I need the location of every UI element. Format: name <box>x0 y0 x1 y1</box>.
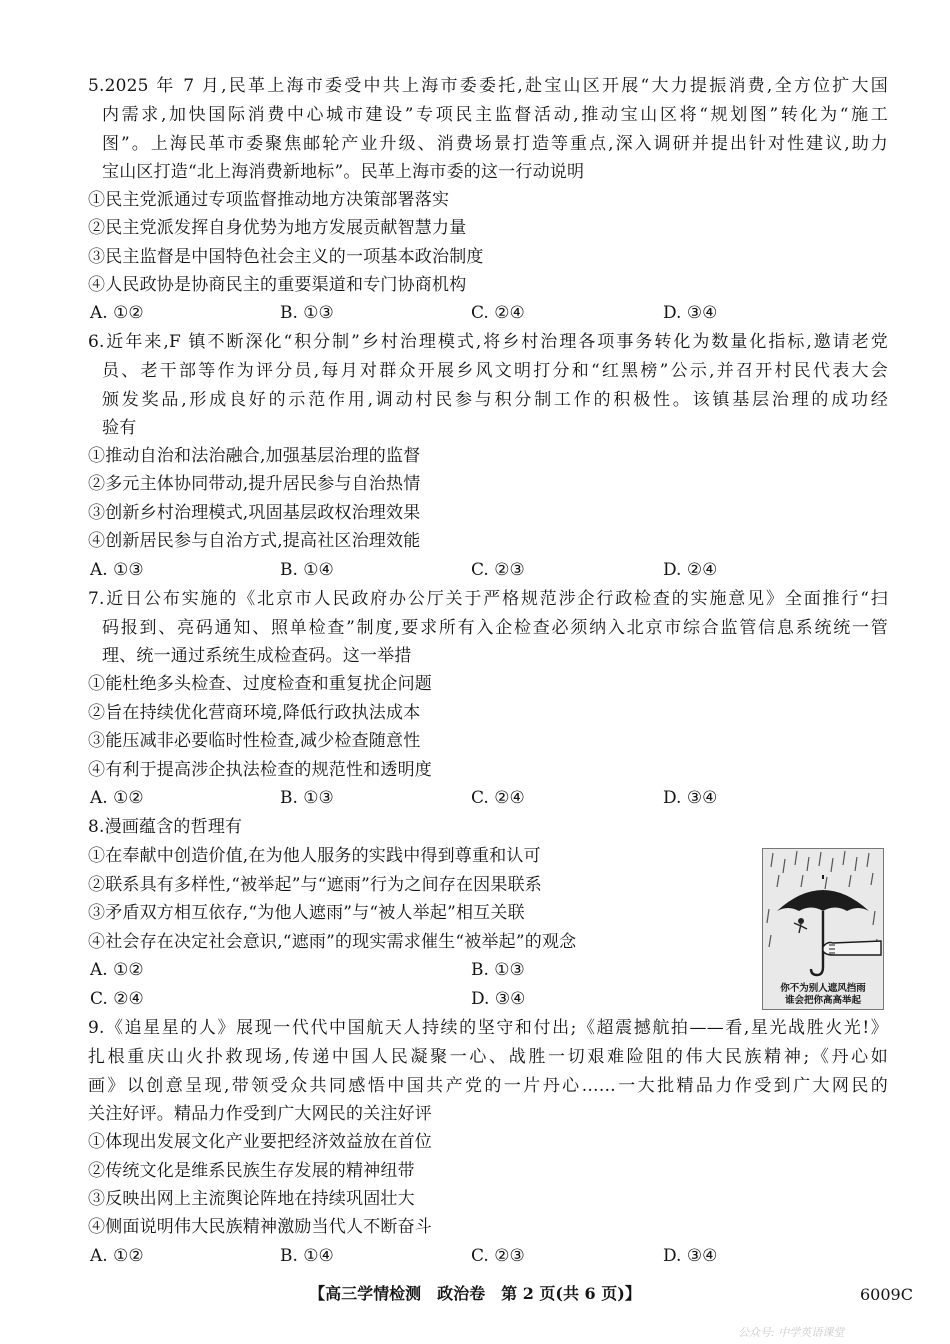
q6-choice-c[interactable]: C. ②③ <box>471 560 525 580</box>
q5-item: ④人民政协是协商民主的重要渠道和专门协商机构 <box>88 275 467 295</box>
q6-stem-line: 6.近年来,F 镇不断深化“积分制”乡村治理模式,将乡村治理各项事务转化为数量化指标,邀请老党 <box>88 332 888 352</box>
q9-stem-line: 画》以创意呈现,带领受众共同感悟中国共产党的一片丹心……一大批精品力作受到广大网民的 <box>88 1076 888 1096</box>
q6-item: ④创新居民参与自治方式,提高社区治理效能 <box>88 531 421 551</box>
paper-code: 6009C <box>860 1285 913 1304</box>
q9-item: ①体现出发展文化产业要把经济效益放在首位 <box>88 1132 432 1152</box>
q6-item: ②多元主体协同带动,提升居民参与自治热情 <box>88 474 421 494</box>
q8-choice-d[interactable]: D. ③④ <box>471 989 526 1009</box>
q6-choice-b[interactable]: B. ①④ <box>280 560 334 580</box>
cartoon-umbrella <box>762 848 884 1010</box>
q9-stem-line: 扎根重庆山火扑救现场,传递中国人民凝聚一心、战胜一切艰难险阻的伟大民族精神;《丹心如 <box>88 1047 888 1067</box>
q9-choice-d[interactable]: D. ③④ <box>663 1246 718 1266</box>
q8-item: ①在奉献中创造价值,在为他人服务的实践中得到尊重和认可 <box>88 846 541 866</box>
cartoon-caption-line-1: 你不为别人遮风挡雨 <box>780 983 866 994</box>
q5-choice-d[interactable]: D. ③④ <box>663 303 718 323</box>
q6-choice-d[interactable]: D. ②④ <box>663 560 718 580</box>
q6-choice-a[interactable]: A. ①③ <box>90 560 144 580</box>
q9-stem-line: 9.《追星星的人》展现一代代中国航天人持续的坚守和付出;《超震撼航拍——看,星光战胜火光!》 <box>88 1018 888 1038</box>
cartoon-caption-line-2: 谁会把你高高举起 <box>784 995 861 1006</box>
q6-item: ①推动自治和法治融合,加强基层治理的监督 <box>88 446 421 466</box>
q9-choice-b[interactable]: B. ①④ <box>280 1246 334 1266</box>
q6-stem-line: 颁发奖品,形成良好的示范作用,调动村民参与积分制工作的积极性。该镇基层治理的成功经 <box>102 390 888 410</box>
q5-stem-line: 5.2025 年 7 月,民革上海市委受中共上海市委委托,赴宝山区开展“大力提振消费,全方位扩大国 <box>88 76 888 96</box>
q8-choice-a[interactable]: A. ①② <box>90 960 144 980</box>
q8-item: ③矛盾双方相互依存,“为他人遮雨”与“被人举起”相互关联 <box>88 903 525 923</box>
q9-choice-c[interactable]: C. ②③ <box>471 1246 525 1266</box>
q6-item: ③创新乡村治理模式,巩固基层政权治理效果 <box>88 503 421 523</box>
q5-choice-b[interactable]: B. ①③ <box>280 303 334 323</box>
page-footer: 【高三学情检测 政治卷 第 2 页(共 6 页)】 <box>309 1284 641 1303</box>
q5-item: ③民主监督是中国特色社会主义的一项基本政治制度 <box>88 247 484 267</box>
q9-item: ③反映出网上主流舆论阵地在持续巩固壮大 <box>88 1189 415 1209</box>
q7-stem-line: 码报到、亮码通知、照单检查”制度,要求所有入企检查必须纳入北京市综合监管信息系统统一管 <box>102 618 888 638</box>
q7-item: ③能压减非必要临时性检查,减少检查随意性 <box>88 731 421 751</box>
q5-choice-a[interactable]: A. ①② <box>90 303 144 323</box>
q9-item: ②传统文化是维系民族生存发展的精神纽带 <box>88 1161 415 1181</box>
q8-stem-line: 8.漫画蕴含的哲理有 <box>88 817 243 837</box>
q7-stem-line: 7.近日公布实施的《北京市人民政府办公厅关于严格规范涉企行政检查的实施意见》全面推行“扫 <box>88 589 888 609</box>
q5-item: ①民主党派通过专项监督推动地方决策部署落实 <box>88 190 450 210</box>
q5-item: ②民主党派发挥自身优势为地方发展贡献智慧力量 <box>88 218 467 238</box>
q5-stem-line: 图”。上海民革市委聚焦邮轮产业升级、消费场景打造等重点,深入调研并提出针对性建议,助力 <box>102 134 888 154</box>
q6-stem-line: 验有 <box>102 418 137 438</box>
q7-choice-b[interactable]: B. ①③ <box>280 788 334 808</box>
q5-stem-line: 宝山区打造“北上海消费新地标”。民革上海市委的这一行动说明 <box>102 162 585 182</box>
q6-stem-line: 员、老干部等作为评分员,每月对群众开展乡风文明打分和“红黑榜”公示,并召开村民代表大会 <box>102 361 888 381</box>
q9-stem-line: 关注好评。精品力作受到广大网民的关注好评 <box>88 1104 432 1124</box>
q7-item: ②旨在持续优化营商环境,降低行政执法成本 <box>88 703 421 723</box>
q7-choice-d[interactable]: D. ③④ <box>663 788 718 808</box>
q8-item: ④社会存在决定社会意识,“遮雨”的现实需求催生“被举起”的观念 <box>88 932 577 952</box>
q8-item: ②联系具有多样性,“被举起”与“遮雨”行为之间存在因果联系 <box>88 875 542 895</box>
q7-choice-c[interactable]: C. ②④ <box>471 788 525 808</box>
q7-choice-a[interactable]: A. ①② <box>90 788 144 808</box>
q9-item: ④侧面说明伟大民族精神激励当代人不断奋斗 <box>88 1217 432 1237</box>
q5-stem-line: 内需求,加快国际消费中心城市建设”专项民主监督活动,推动宝山区将“规划图”转化为“施工 <box>102 105 888 125</box>
q7-item: ①能杜绝多头检查、过度检查和重复扰企问题 <box>88 674 432 694</box>
q7-stem-line: 理、统一通过系统生成检查码。这一举措 <box>102 646 412 666</box>
watermark-text: 公众号: 中学英语课堂 <box>738 1326 845 1339</box>
q8-choice-c[interactable]: C. ②④ <box>90 989 144 1009</box>
q9-choice-a[interactable]: A. ①② <box>90 1246 144 1266</box>
q7-item: ④有利于提高涉企执法检查的规范性和透明度 <box>88 760 432 780</box>
q5-choice-c[interactable]: C. ②④ <box>471 303 525 323</box>
q8-choice-b[interactable]: B. ①③ <box>471 960 525 980</box>
